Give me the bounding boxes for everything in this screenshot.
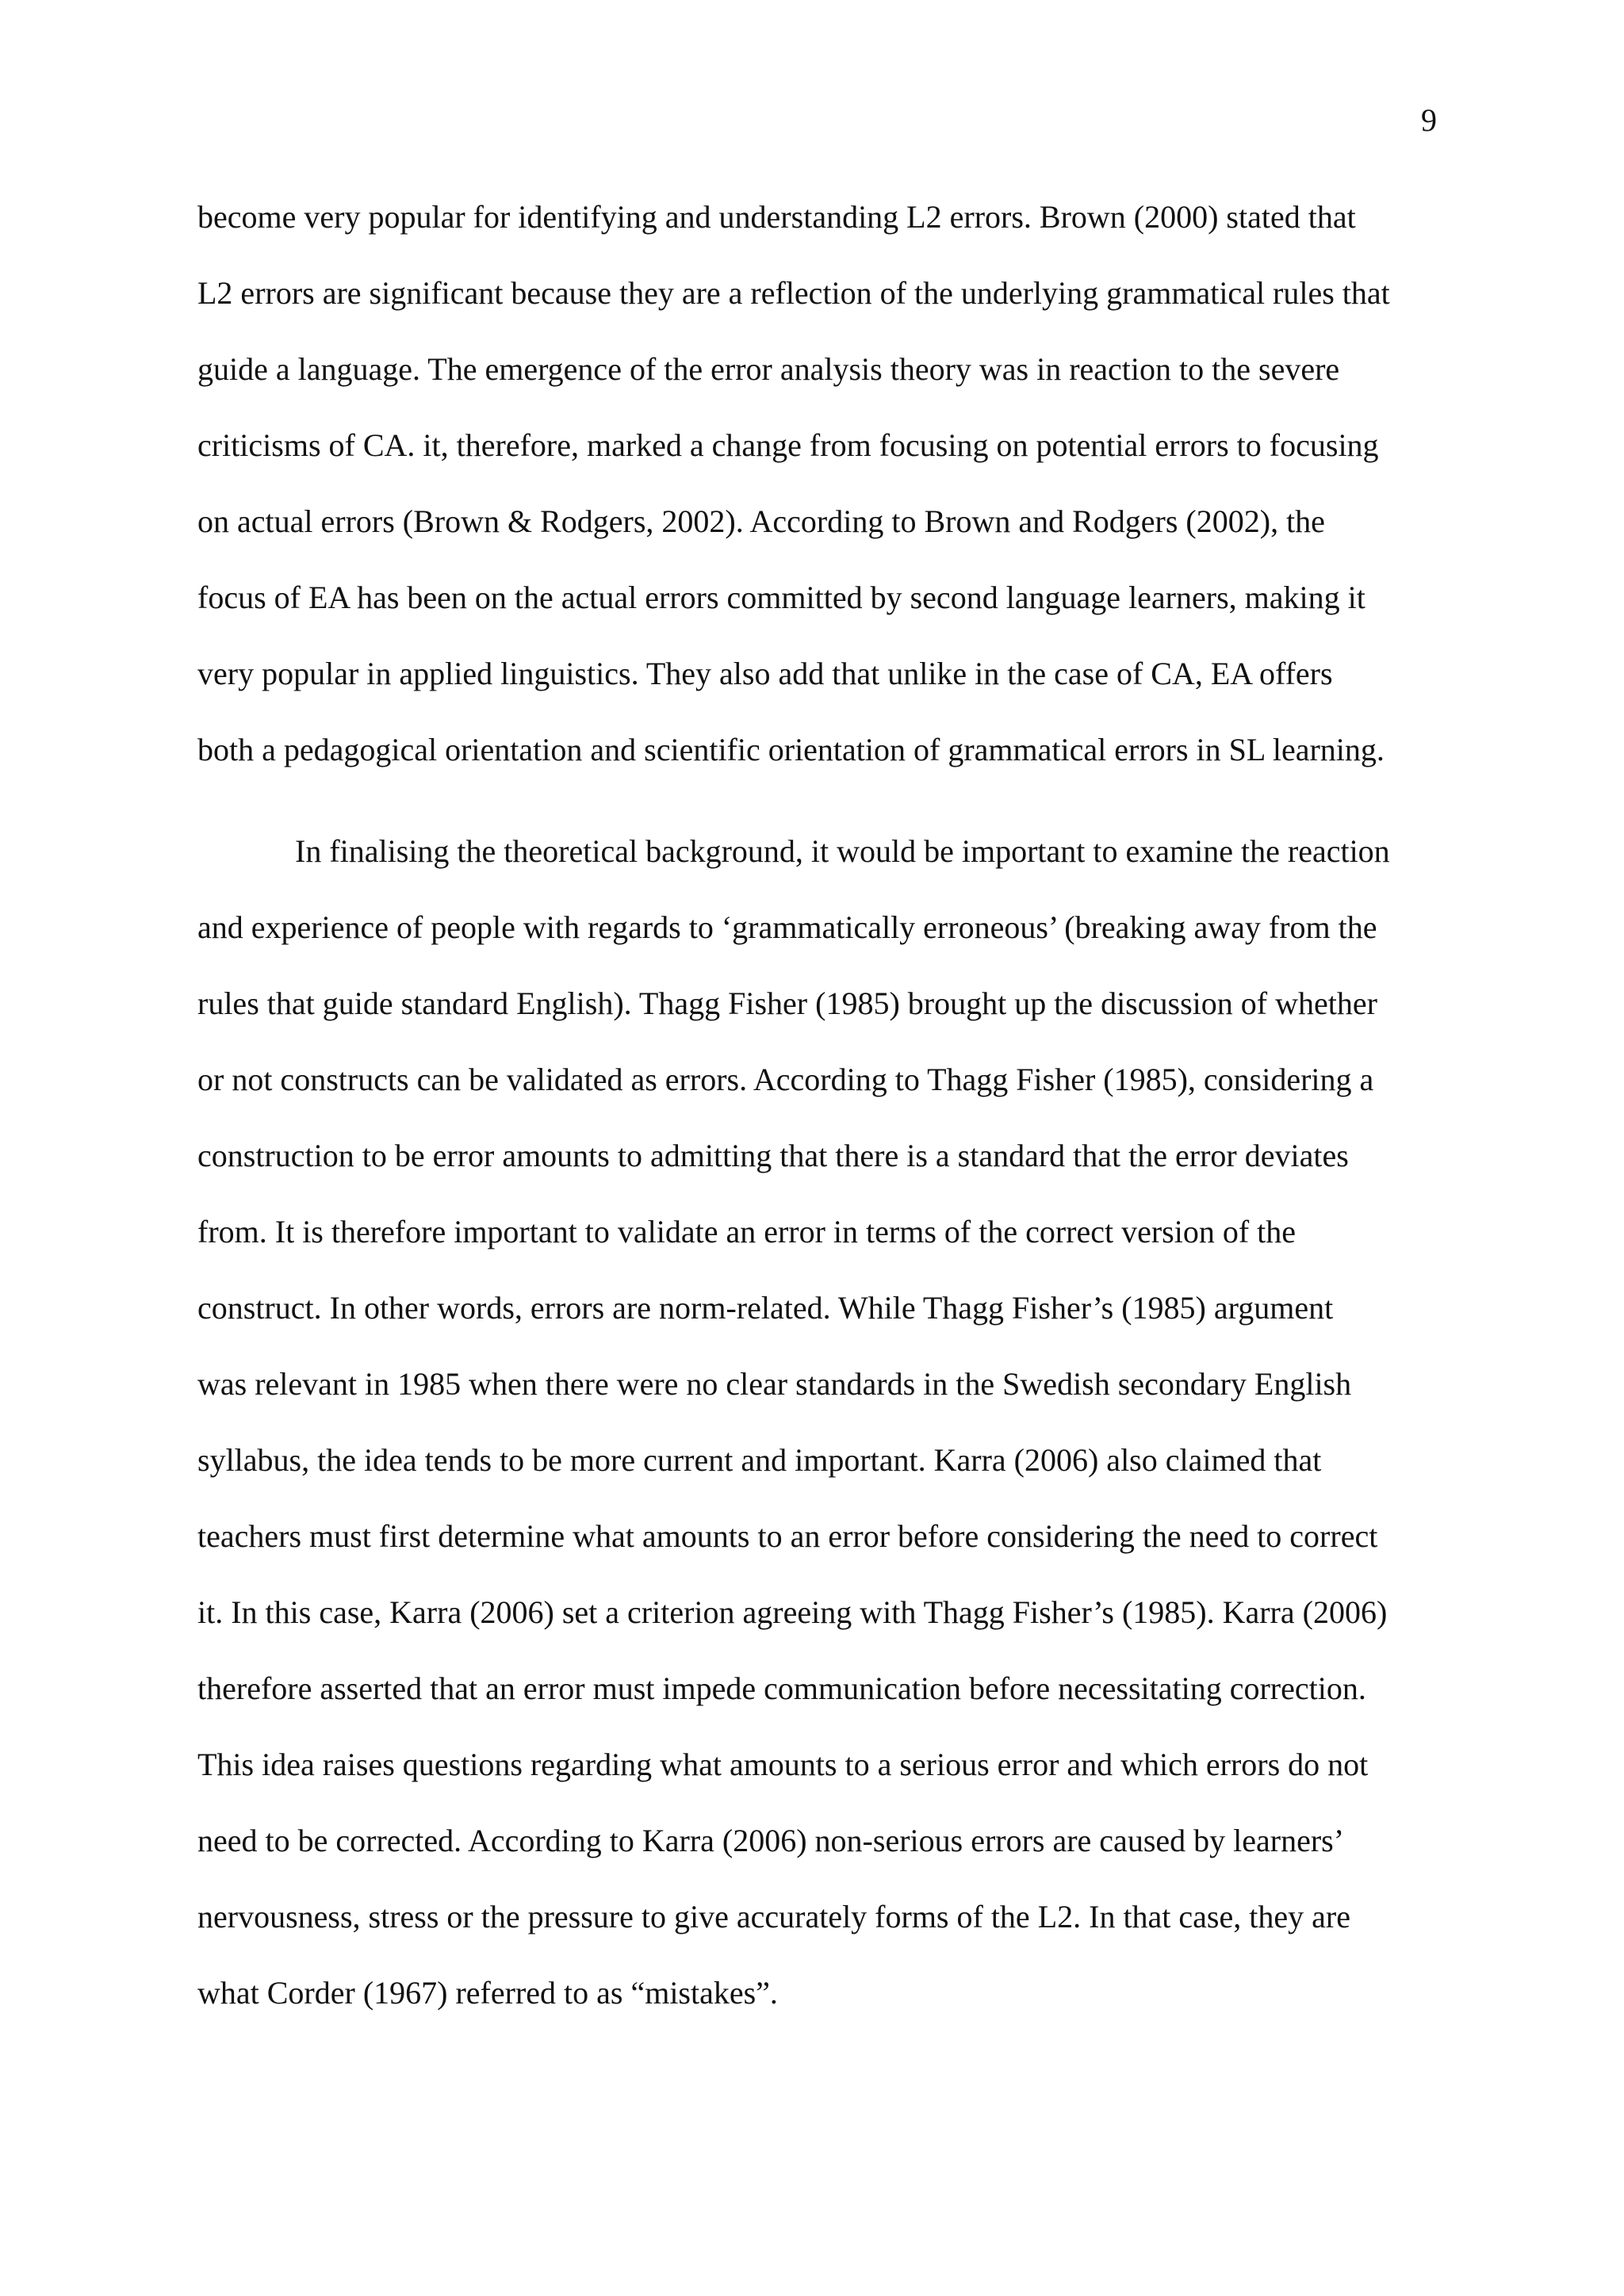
paragraph-line: In finalising the theoretical background, it would be important to examine the reaction	[295, 833, 1390, 869]
paragraph-line: construction to be error amounts to admitting that there is a standard that the error deviates	[197, 1138, 1349, 1173]
paragraph-line: teachers must first determine what amounts to an error before considering the need to correct	[197, 1518, 1378, 1554]
paragraph-line: what Corder (1967) referred to as “mistakes”.	[197, 1975, 778, 2011]
paragraph-line: or not constructs can be validated as errors. According to Thagg Fisher (1985), considering a	[197, 1062, 1374, 1097]
paragraph-line: on actual errors (Brown & Rodgers, 2002). According to Brown and Rodgers (2002), the	[197, 503, 1325, 539]
paragraph-line: very popular in applied linguistics. They also add that unlike in the case of CA, EA offers	[197, 656, 1333, 691]
paragraph-line: rules that guide standard English). Thagg Fisher (1985) brought up the discussion of whether	[197, 985, 1377, 1021]
paragraph-line: construct. In other words, errors are norm-related. While Thagg Fisher’s (1985) argument	[197, 1290, 1334, 1326]
paragraph-line: it. In this case, Karra (2006) set a criterion agreeing with Thagg Fisher’s (1985). Karra (2006)	[197, 1594, 1388, 1630]
page-number: 9	[1421, 102, 1437, 138]
paragraph-line: L2 errors are significant because they are a reflection of the underlying grammatical rules that	[197, 275, 1390, 311]
paragraph-line: focus of EA has been on the actual errors committed by second language learners, making it	[197, 580, 1365, 615]
paragraph-line: become very popular for identifying and understanding L2 errors. Brown (2000) stated that	[197, 199, 1356, 235]
paragraph-line: nervousness, stress or the pressure to give accurately forms of the L2. In that case, they are	[197, 1899, 1350, 1934]
paragraph-line: and experience of people with regards to ‘grammatically erroneous’ (breaking away from the	[197, 909, 1377, 945]
paragraph-line: syllabus, the idea tends to be more current and important. Karra (2006) also claimed that	[197, 1442, 1322, 1478]
paragraph-line: need to be corrected. According to Karra (2006) non-serious errors are caused by learners’	[197, 1823, 1345, 1858]
paragraph-line: guide a language. The emergence of the error analysis theory was in reaction to the severe	[197, 351, 1340, 387]
paragraph-line: both a pedagogical orientation and scientific orientation of grammatical errors in SL learning.	[197, 732, 1385, 767]
paragraph-line: This idea raises questions regarding what amounts to a serious error and which errors do not	[197, 1747, 1369, 1782]
paragraph-line: therefore asserted that an error must impede communication before necessitating correction.	[197, 1670, 1366, 1706]
paragraph-line: criticisms of CA. it, therefore, marked a change from focusing on potential errors to focusing	[197, 427, 1379, 463]
paragraph-line: was relevant in 1985 when there were no clear standards in the Swedish secondary English	[197, 1366, 1352, 1402]
paragraph-line: from. It is therefore important to validate an error in terms of the correct version of the	[197, 1214, 1297, 1249]
